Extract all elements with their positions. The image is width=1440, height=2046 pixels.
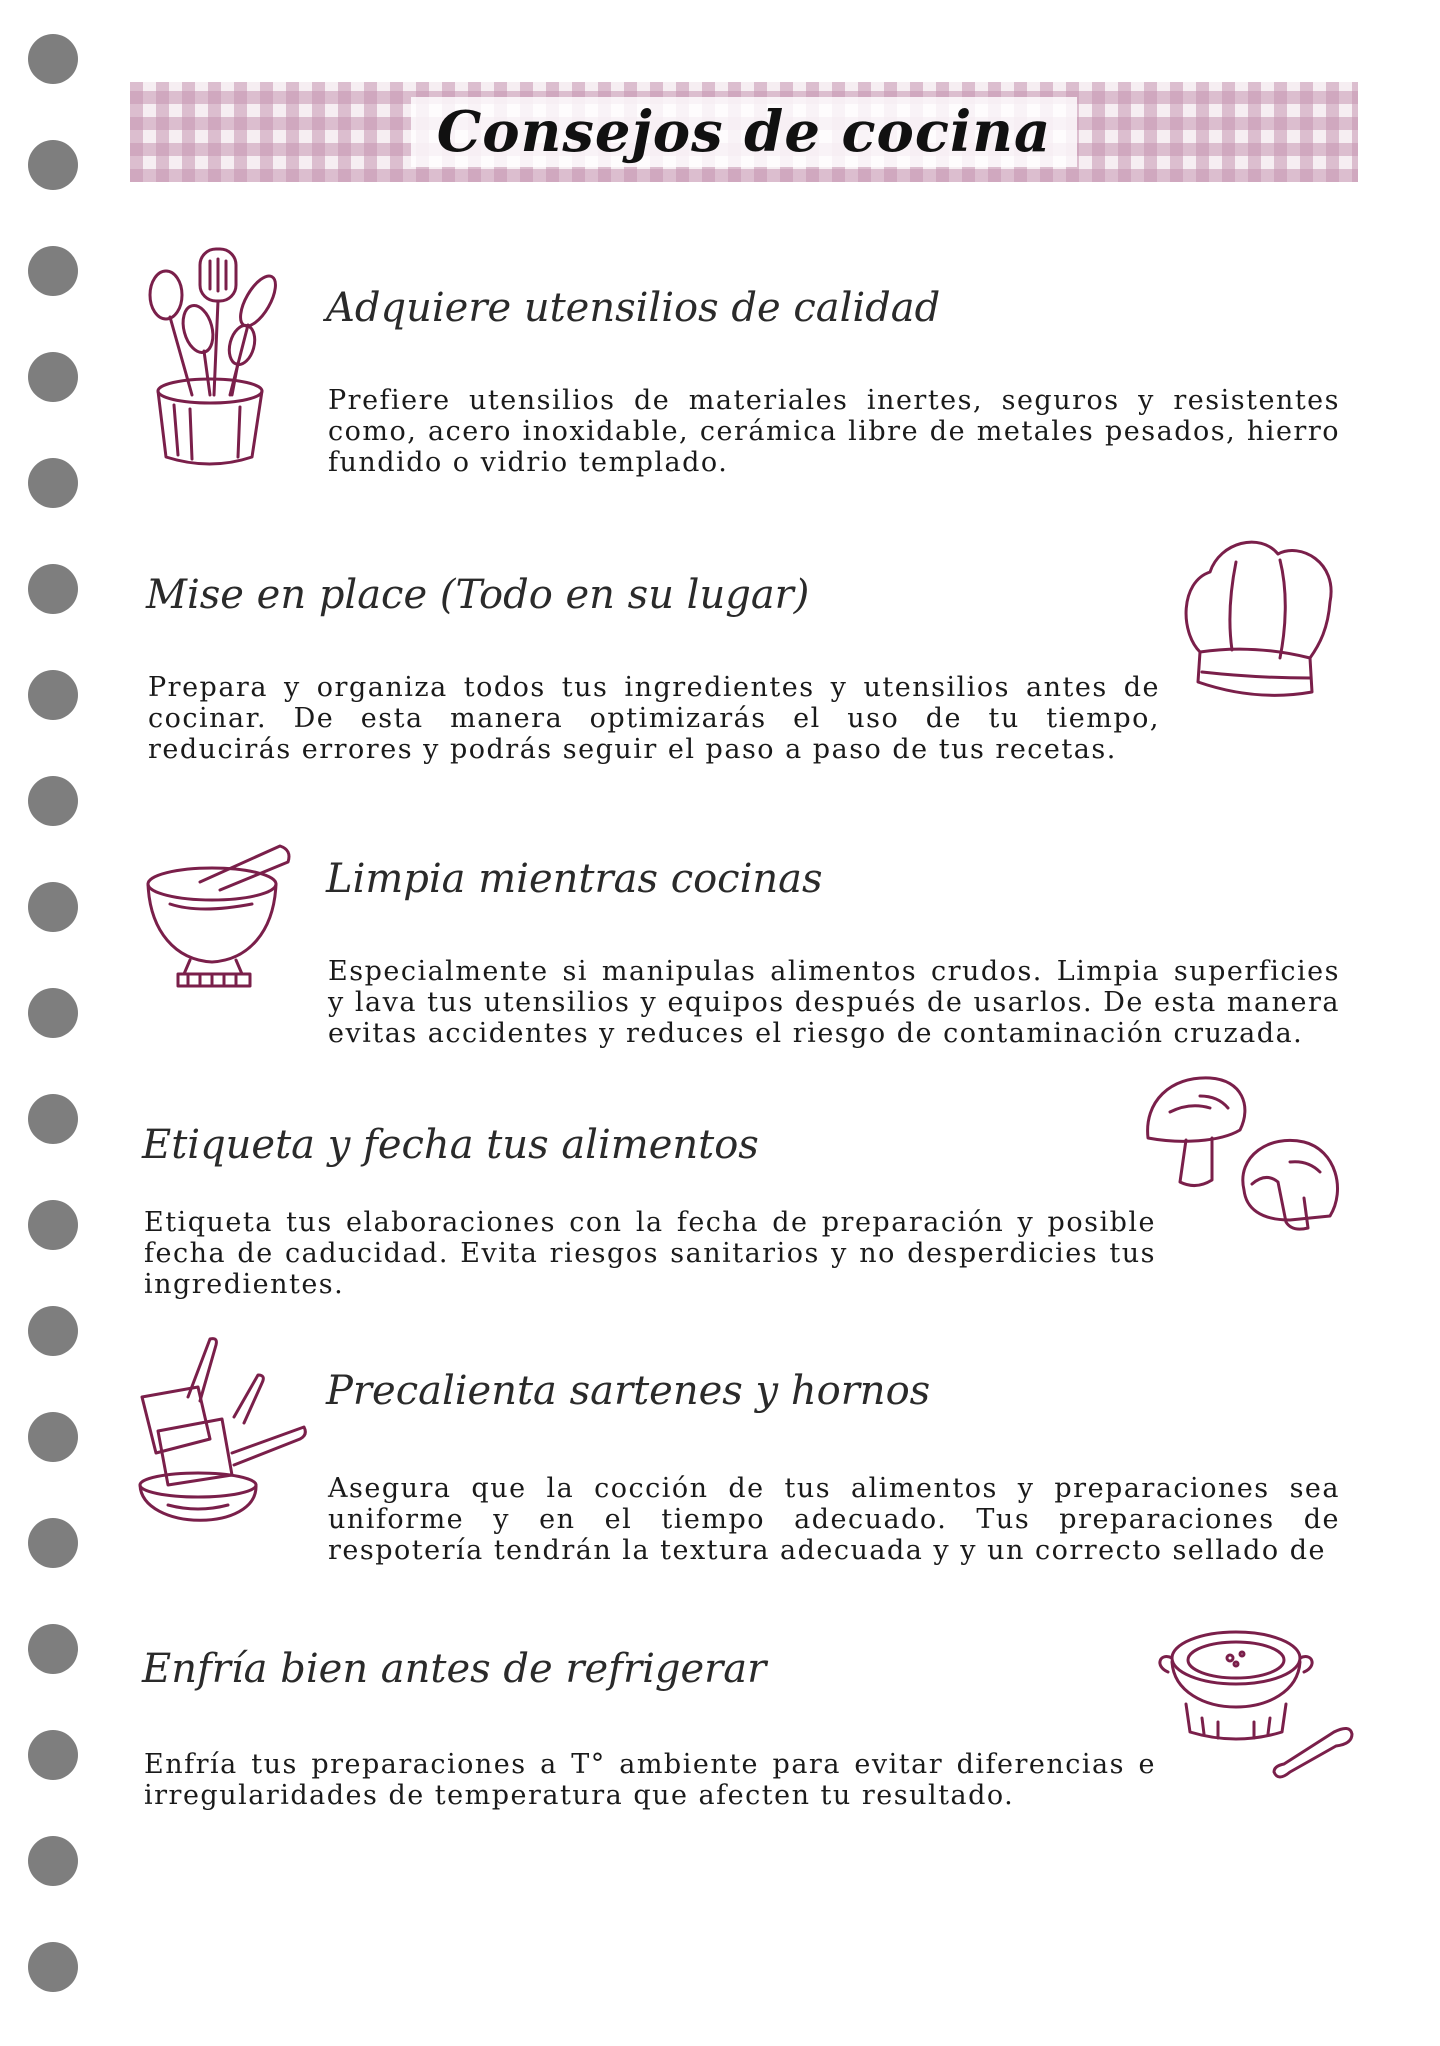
tip-body: Asegura que la cocción de tus alimentos y preparaciones sea uniforme y en el tiempo adecuado. Tus preparaciones de respotería tendrán la textura adecuada y y un correcto sellado de xyxy=(328,1473,1340,1566)
binder-hole xyxy=(28,988,78,1038)
mortar-pestle-icon xyxy=(140,842,298,992)
binder-hole xyxy=(28,140,78,190)
tip-body: Prefiere utensilios de materiales inertes, seguros y resistentes como, acero inoxidable, cerámica libre de metales pesados, hierro fundido o vidrio templado. xyxy=(328,385,1340,478)
binder-hole xyxy=(28,1836,78,1886)
tip-body: Especialmente si manipulas alimentos crudos. Limpia superficies y lava tus utensilios y equipos después de usarlos. De esta manera evitas accidentes y reduces el riesgo de contaminación cruzada. xyxy=(328,956,1340,1049)
binder-hole xyxy=(28,1200,78,1250)
binder-hole xyxy=(28,352,78,402)
pots-stack-icon xyxy=(138,1335,310,1537)
utensil-holder-icon xyxy=(140,245,280,473)
binder-hole xyxy=(28,776,78,826)
binder-hole xyxy=(28,1730,78,1780)
binder-hole xyxy=(28,1094,78,1144)
binder-hole xyxy=(28,246,78,296)
tip-body: Prepara y organiza todos tus ingredientes y utensilios antes de cocinar. De esta manera optimizarás el uso de tu tiempo, reducirás errores y podrás seguir el paso a paso de tus recetas. xyxy=(148,672,1160,765)
mushrooms-icon xyxy=(1140,1072,1350,1250)
binder-hole xyxy=(28,670,78,720)
tip-heading: Precalienta sartenes y hornos xyxy=(326,1368,931,1414)
binder-hole xyxy=(28,458,78,508)
tip-heading: Etiqueta y fecha tus alimentos xyxy=(142,1122,759,1168)
binder-hole xyxy=(28,1412,78,1462)
tip-heading: Adquiere utensilios de calidad xyxy=(326,285,941,331)
binder-hole xyxy=(28,34,78,84)
binder-hole xyxy=(28,1942,78,1992)
tip-body: Enfría tus preparaciones a T° ambiente para evitar diferencias e irregularidades de temperatura que afecten tu resultado. xyxy=(144,1749,1156,1811)
soup-bowl-icon xyxy=(1156,1622,1354,1788)
binder-hole xyxy=(28,564,78,614)
binder-hole xyxy=(28,882,78,932)
title-banner xyxy=(130,82,1358,182)
binder-hole xyxy=(28,1624,78,1674)
binder-hole xyxy=(28,1306,78,1356)
binder-hole xyxy=(28,1518,78,1568)
tip-heading: Limpia mientras cocinas xyxy=(326,856,823,902)
tip-heading: Mise en place (Todo en su lugar) xyxy=(146,572,810,618)
page-title: Consejos de cocina xyxy=(411,97,1078,167)
tip-heading: Enfría bien antes de refrigerar xyxy=(142,1646,767,1692)
tip-body: Etiqueta tus elaboraciones con la fecha de preparación y posible fecha de caducidad. Evita riesgos sanitarios y no desperdicies tus ingredientes. xyxy=(144,1207,1156,1300)
chef-hat-icon xyxy=(1180,532,1340,710)
